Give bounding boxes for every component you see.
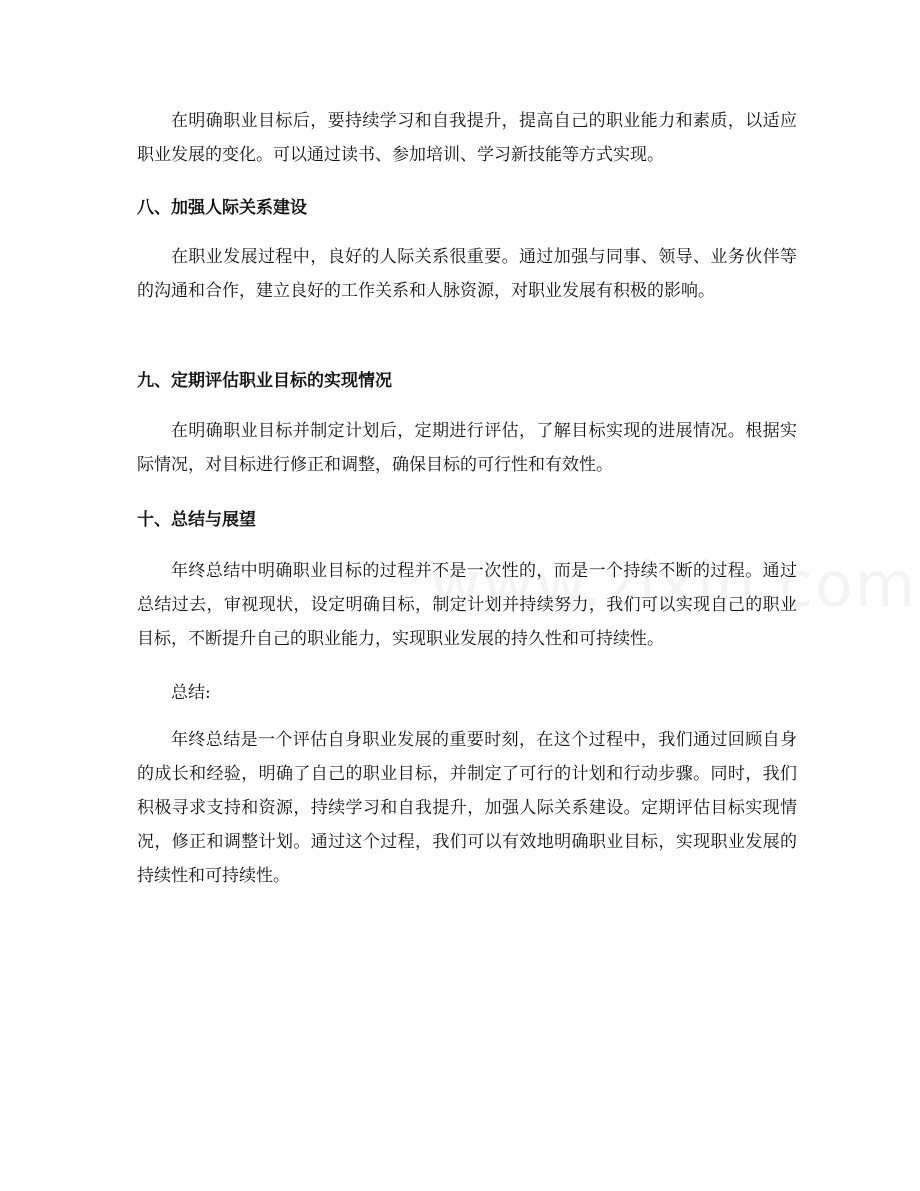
summary-label: 总结: [171,683,211,703]
section-8-heading: 八、加强人际关系建设 [137,198,307,218]
section-9-body: 在明确职业目标并制定计划后，定期进行评估，了解目标实现的进展情况。根据实际情况，对目标进行修正和调整，确保目标的可行性和有效性。 [137,421,797,475]
section-8-body: 在职业发展过程中，良好的人际关系很重要。通过加强与同事、领导、业务伙伴等的沟通和合作，建立良好的工作关系和人脉资源，对职业发展有积极的影响。 [137,247,797,301]
summary-body: 年终总结是一个评估自身职业发展的重要时刻，在这个过程中，我们通过回顾自身的成长和经验，明确了自己的职业目标，并制定了可行的计划和行动步骤。同时，我们积极寻求支持和资源，持续学习和自我提升，加强人际关系建设。定期评估目标实现情况，修正和调整计划。通过这个过程，我们可以有效地明确职业目标，实现职业发展的持续性和可持续性。 [137,730,797,886]
section-10-body: 年终总结中明确职业目标的过程并不是一次性的，而是一个持续不断的过程。通过总结过去，审视现状，设定明确目标，制定计划并持续努力，我们可以实现自己的职业目标，不断提升自己的职业能力，实现职业发展的持久性和可持续性。 [137,561,797,649]
intro-paragraph: 在明确职业目标后，要持续学习和自我提升，提高自己的职业能力和素质，以适应职业发展的变化。可以通过读书、参加培训、学习新技能等方式实现。 [137,111,797,165]
section-9-heading: 九、定期评估职业目标的实现情况 [137,371,392,391]
section-10-heading: 十、总结与展望 [137,510,256,530]
